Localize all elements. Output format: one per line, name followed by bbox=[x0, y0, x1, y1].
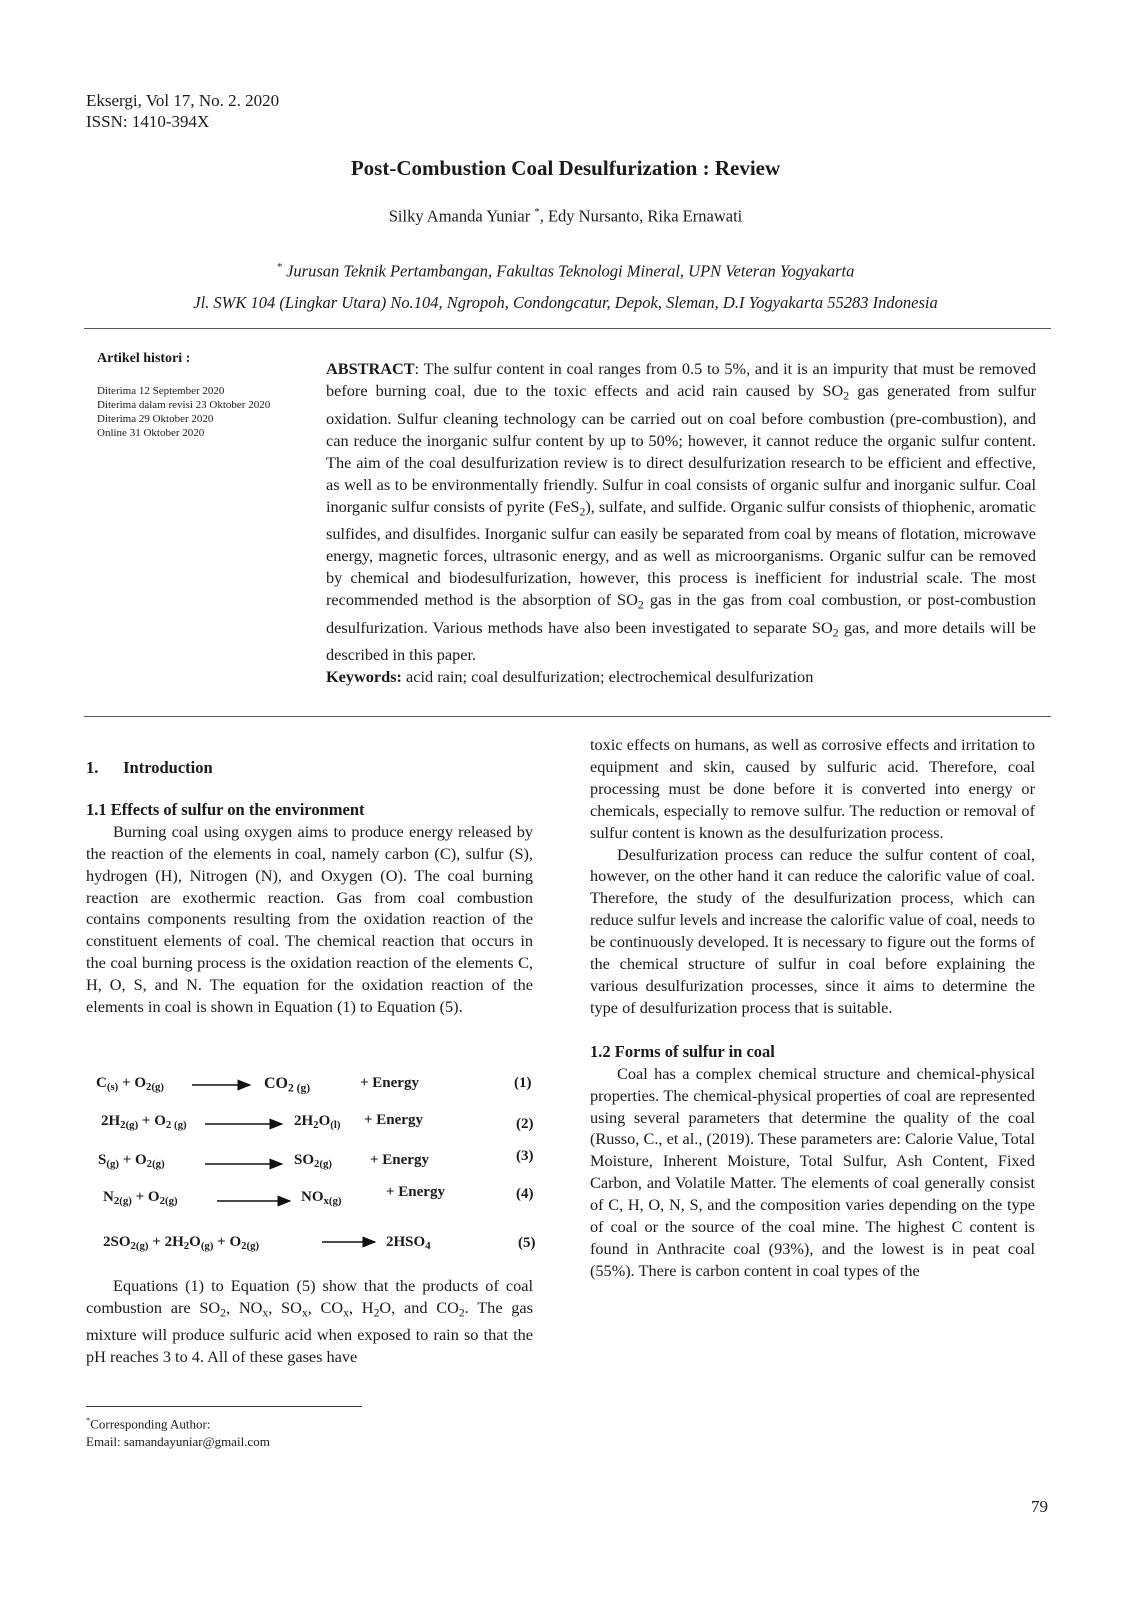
affiliation-line-1 bbox=[0, 261, 1131, 282]
paragraph: Coal has a complex chemical structure and chemical-physical properties. The chemical-physical properties of coal are represented using several parameters that determine the quality of the coal (Russo, C., et al., (2019). These parameters are: Calorie Value, Total Moisture, Inherent Moisture, Total Sulfur, Ash Content, Fixed Carbon, and Volatile Matter. The elements of coal generally consist of C, H, O, N, S, and the composition varies depending on the type of coal or the source of the coal mine. The highest C content is found in Anthracite coal (93%), and the lowest is in peat coal (55%). There is carbon content in coal types of the bbox=[590, 1063, 1035, 1280]
equation-2-lhs: $2H_{2(g)} + O_{2 (g)}$ bbox=[101, 1113, 187, 1132]
section-heading-forms: 1.2 Forms of sulfur in coal bbox=[590, 1041, 775, 1061]
paragraph: toxic effects on humans, as well as corrosive effects and irritation to equipment and skin, caused by sulfuric acid. Therefore, coal processing must be done before it is converted into energy or chemicals, especially to remove sulfur. The reduction or removal of sulfur content is known as the desulfurization process. bbox=[590, 735, 1035, 842]
equation-3-lhs: $S_{(g)} + O_{2(g)}$ bbox=[98, 1152, 165, 1171]
equation-2-number: (2) bbox=[516, 1116, 534, 1132]
history-item: Diterima 29 Oktober 2020 bbox=[97, 413, 214, 425]
abstract bbox=[326, 358, 1036, 688]
equation-5-number: (5) bbox=[518, 1235, 536, 1251]
history-item: Diterima dalam revisi 23 Oktober 2020 bbox=[97, 399, 271, 411]
equation-5-lhs: $2SO_{2(g)} + 2H_2O_{(g)} + O_{2(g)}$ bbox=[103, 1234, 260, 1253]
equation-1-rhs: $CO_{2 (g)}$ bbox=[264, 1075, 311, 1095]
equation-3-number: (3) bbox=[516, 1148, 534, 1164]
footnote bbox=[86, 1411, 270, 1451]
abstract-text: gas in the gas from coal combustion, or post-combustion desulfurization. Various methods have also been investigated to separate SO bbox=[326, 590, 1036, 637]
equation-4-lhs: $N_{2(g)} + O_{2(g)}$ bbox=[103, 1189, 178, 1208]
affiliation-line-2: Jl. SWK 104 (Lingkar Utara) No.104, Ngropoh, Condongcatur, Depok, Sleman, D.I Yogyakarta 55283 Indonesia bbox=[193, 293, 938, 312]
author-mark: * bbox=[534, 206, 540, 218]
equation-5-rhs: $2HSO_4$ bbox=[386, 1234, 431, 1253]
subscript: 2 bbox=[832, 626, 839, 640]
history-heading: Artikel histori : bbox=[97, 351, 191, 366]
subscript: 2 bbox=[579, 505, 586, 519]
history-item: Online 31 Oktober 2020 bbox=[97, 427, 205, 439]
history-item: Diterima 12 September 2020 bbox=[97, 385, 225, 397]
abstract-text: : The sulfur content in coal ranges from 0.5 to 5%, and it is an impurity that must be removed before burning coal, due to the toxic effects and acid rain caused by SO bbox=[326, 359, 1036, 400]
abstract-text: gas generated from sulfur oxidation. Sulfur cleaning technology can be carried out on coal before combustion (pre-combustion), and can reduce the inorganic sulfur content by up to 50%; however, it cannot reduce the organic sulfur content. The aim of the coal desulfurization review is to direct desulfurization research to be efficient and effective, as well as to be environmentally friendly. Sulfur in coal consists of organic sulfur and inorganic sulfur. Coal inorganic sulfur consists of pyrite (FeS bbox=[326, 381, 1037, 516]
paragraph: Burning coal using oxygen aims to produce energy released by the reaction of the elements in coal, namely carbon (C), sulfur (S), hydrogen (H), Nitrogen (N), and Oxygen (O). The coal burning reaction are exothermic reaction. Gas from coal combustion contains components resulting from the oxidation reaction of the constituent elements of coal. The chemical reaction that occurs in the coal burning process is the oxidation reaction of the elements C, H, O, S, and N. The equation for the oxidation reaction of the elements in coal is shown in Equation (1) to Equation (5). bbox=[86, 821, 533, 1017]
author-rest: , Edy Nursanto, Rika Ernawati bbox=[539, 206, 743, 226]
section-heading-effects: 1.1 Effects of sulfur on the environment bbox=[86, 799, 365, 819]
footnote-email: Email: samandayuniar@gmail.com bbox=[86, 1434, 270, 1450]
equation-1-lhs: $C_{(s)} + O_{2(g)}$ bbox=[96, 1075, 164, 1094]
journal-header bbox=[86, 90, 279, 132]
keywords-label: Keywords: bbox=[326, 667, 402, 687]
footnote-author: Corresponding Author: bbox=[90, 1416, 211, 1432]
author-list bbox=[0, 206, 1131, 227]
section-heading-introduction: 1. Introduction bbox=[86, 758, 213, 777]
equation-3-rhs: $SO_{2(g)}$ bbox=[294, 1152, 333, 1171]
equation-4-energy: + Energy bbox=[386, 1184, 445, 1200]
paper-title: Post-Combustion Coal Desulfurization : Review bbox=[350, 156, 781, 180]
abstract-text: gas, and more details will be described in this paper. bbox=[326, 617, 1036, 665]
equation-2-energy: + Energy bbox=[364, 1112, 423, 1128]
affiliation-mark: * bbox=[276, 261, 282, 273]
equation-4-number: (4) bbox=[516, 1186, 534, 1202]
affiliation-text: Jurusan Teknik Pertambangan, Fakultas Teknologi Mineral, UPN Veteran Yogyakarta bbox=[281, 261, 855, 281]
keywords: acid rain; coal desulfurization; electrochemical desulfurization bbox=[401, 667, 814, 687]
journal-issn: ISSN: 1410-394X bbox=[86, 112, 210, 131]
paragraph: Desulfurization process can reduce the sulfur content of coal, however, on the other hand it can reduce the calorific value of coal. Therefore, the study of the desulfurization process, which can reduce sulfur levels and increase the calorific value of coal, needs to be continuously developed. It is necessary to figure out the forms of the chemical structure of sulfur in coal before explaining the various desulfurization processes, since it aims to determine the type of desulfurization process that is suitable. bbox=[590, 844, 1035, 1017]
paragraph: Equations (1) to Equation (5) show that the products of coal combustion are $SO_2$, $NO_x$, $SO_x$, $CO_x$, $H_2O$, and $CO_2$. The gas mixture will produce sulfuric acid when exposed to rain so that the pH reaches 3 to 4. All of these gases have bbox=[86, 1276, 533, 1367]
footnote-divider bbox=[86, 1406, 362, 1407]
equation-2-rhs: $2H_2O_{(l)}$ bbox=[294, 1113, 341, 1132]
article-history bbox=[97, 352, 270, 440]
left-column-top bbox=[86, 757, 533, 1018]
abstract-text: ), sulfate, and sulfide. Organic sulfur consists of thiophenic, aromatic sulfides, and disulfides. Inorganic sulfur can easily be separated from coal by means of flotation, microwave energy, magnetic forces, ultrasonic energy, and as well as microorganisms. Organic sulfur can be removed by chemical and biodesulfurization, however, this process is inefficient for industrial scale. The most recommended method is the absorption of SO bbox=[326, 496, 1036, 610]
page-number: 79 bbox=[1031, 1497, 1048, 1516]
right-column bbox=[590, 734, 1035, 1282]
author-first: Silky Amanda Yuniar bbox=[388, 206, 531, 226]
equation-3-energy: + Energy bbox=[370, 1152, 429, 1168]
footnote-mark: * bbox=[86, 1415, 91, 1425]
header-divider bbox=[84, 328, 1051, 329]
journal-citation: Eksergi, Vol 17, No. 2. 2020 bbox=[86, 91, 280, 110]
left-column-bottom bbox=[86, 1275, 533, 1368]
equation-1-energy: + Energy bbox=[360, 1075, 419, 1091]
subscript: 2 bbox=[637, 598, 644, 612]
equation-4-rhs: $NO_{x(g)}$ bbox=[301, 1189, 342, 1208]
equation-1-number: (1) bbox=[514, 1075, 532, 1091]
subscript: 2 bbox=[843, 389, 850, 403]
abstract-divider bbox=[84, 716, 1051, 717]
abstract-label: ABSTRACT bbox=[326, 359, 415, 378]
